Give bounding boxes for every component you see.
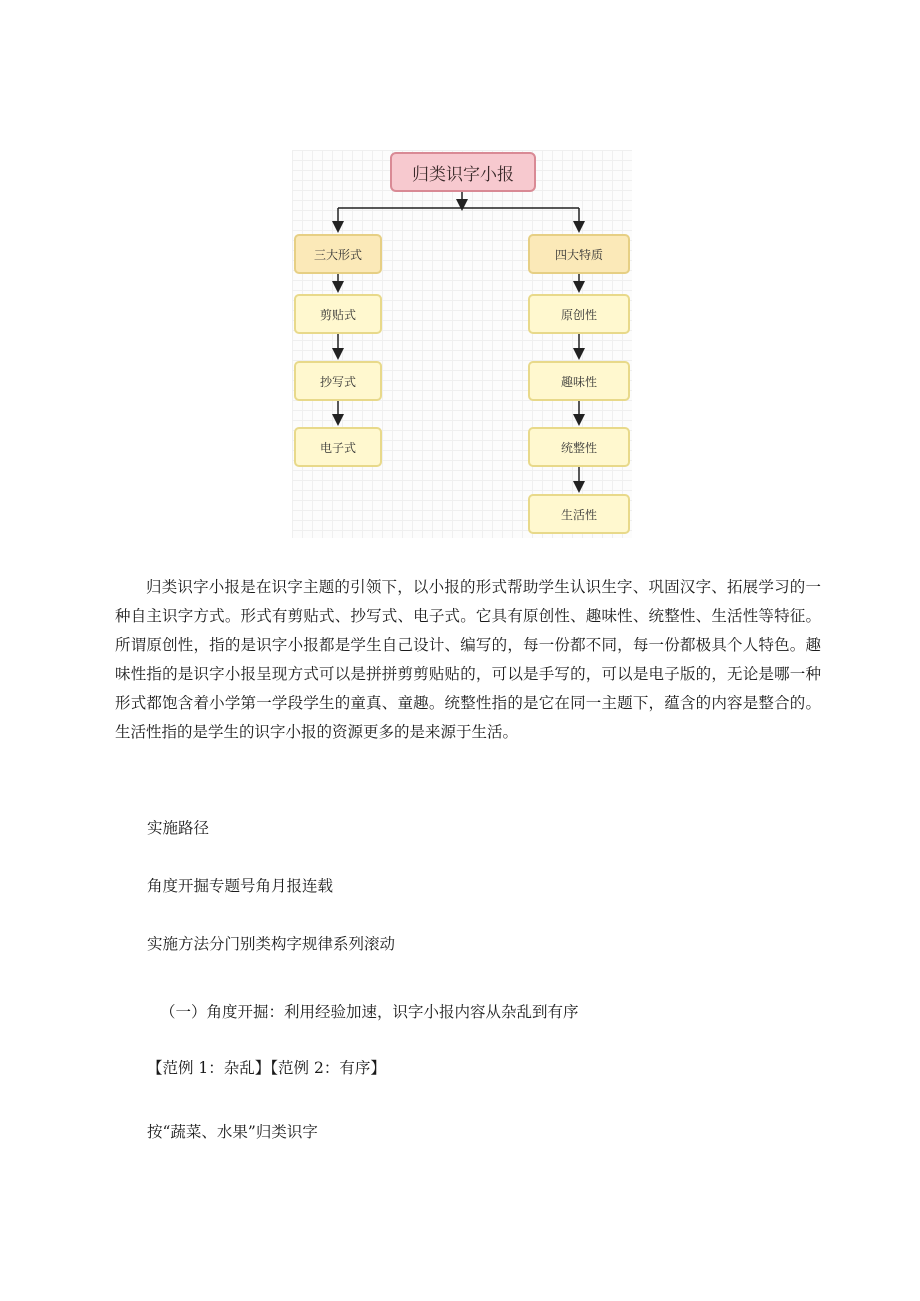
diagram-right-node-1: 原创性 — [528, 294, 630, 334]
diagram-right-node-4: 生活性 — [528, 494, 630, 534]
classification-diagram — [292, 150, 632, 538]
diagram-left-node-2: 抄写式 — [294, 361, 382, 401]
diagram-connectors — [292, 150, 632, 538]
diagram-left-node-1: 剪贴式 — [294, 294, 382, 334]
diagram-right-head-node: 四大特质 — [528, 234, 630, 274]
line-classify-vegetables-fruits: 按“蔬菜、水果”归类识字 — [147, 1123, 318, 1141]
example-labels: 【范例 1：杂乱】【范例 2：有序】 — [147, 1059, 386, 1077]
diagram-right-node-2: 趣味性 — [528, 361, 630, 401]
diagram-left-node-3: 电子式 — [294, 427, 382, 467]
diagram-root-node: 归类识字小报 — [390, 152, 536, 192]
line-implementation-method: 实施方法分门别类构字规律系列滚动 — [147, 935, 396, 953]
diagram-left-head-node: 三大形式 — [294, 234, 382, 274]
line-angle-column: 角度开掘专题号角月报连载 — [147, 877, 334, 895]
body-paragraph: 归类识字小报是在识字主题的引领下，以小报的形式帮助学生认识生字、巩固汉字、拓展学习的一种自主识字方式。形式有剪贴式、抄写式、电子式。它具有原创性、趣味性、统整性、生活性等特征。所谓原创性，指的是识字小报都是学生自己设计、编写的，每一份都不同，每一份都极具个人特色。趣味性指的是识字小报呈现方式可以是拼拼剪剪贴贴的，可以是手写的，可以是电子版的，无论是哪一种形式都饱含着小学第一学段学生的童真、童趣。统整性指的是它在同一主题下，蕴含的内容是整合的。生活性指的是学生的识字小报的资源更多的是来源于生活。 — [115, 578, 821, 741]
section-heading-one: （一）角度开掘：利用经验加速，识字小报内容从杂乱到有序 — [160, 1003, 579, 1021]
heading-implementation-path: 实施路径 — [147, 819, 210, 837]
diagram-right-node-3: 统整性 — [528, 427, 630, 467]
